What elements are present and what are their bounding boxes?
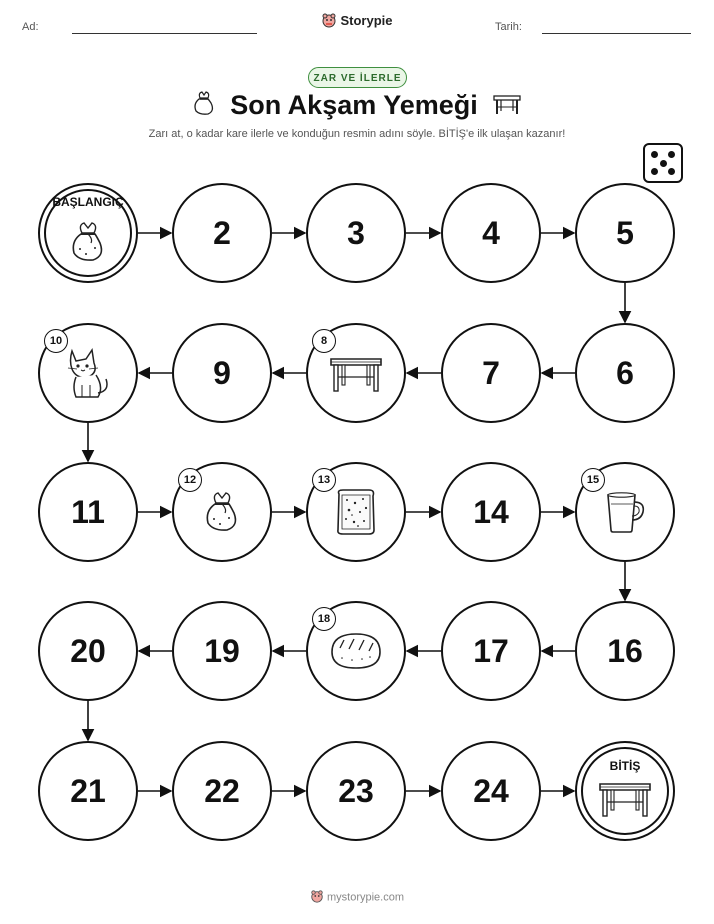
board-space-13 — [306, 462, 406, 562]
board-space-5 — [575, 183, 675, 283]
board-space-12 — [172, 462, 272, 562]
footer-logo-icon — [310, 889, 324, 906]
space-number-badge: 10 — [44, 329, 68, 353]
space-number-badge: 13 — [312, 468, 336, 492]
game-tag: ZAR VE İLERLE — [308, 67, 407, 88]
board-space-8 — [306, 323, 406, 423]
board-space-3 — [306, 183, 406, 283]
space-number: 19 — [204, 632, 240, 669]
title-text: Son Akşam Yemeği — [230, 90, 478, 120]
space-number: 24 — [473, 772, 509, 809]
start-space — [38, 183, 138, 283]
space-number: 7 — [482, 354, 500, 391]
space-number: 21 — [70, 772, 106, 809]
footer — [0, 889, 714, 906]
board-space-17 — [441, 601, 541, 701]
space-number: 4 — [482, 214, 500, 251]
board-space-18 — [306, 601, 406, 701]
space-number: 3 — [347, 214, 365, 251]
space-number: 11 — [71, 493, 105, 530]
board-space-2 — [172, 183, 272, 283]
space-number: 5 — [616, 214, 634, 251]
space-number-badge: 15 — [581, 468, 605, 492]
board-space-23 — [306, 741, 406, 841]
board-space-20 — [38, 601, 138, 701]
board-space-10 — [38, 323, 138, 423]
board-space-7 — [441, 323, 541, 423]
board-space-15 — [575, 462, 675, 562]
board-space-19 — [172, 601, 272, 701]
board-space-11 — [38, 462, 138, 562]
board-space-21 — [38, 741, 138, 841]
space-number: 9 — [213, 354, 231, 391]
space-number-badge: 18 — [312, 607, 336, 631]
finish-label: BİTİŞ — [609, 759, 641, 773]
board-space-16 — [575, 601, 675, 701]
board-space-24 — [441, 741, 541, 841]
space-number: 16 — [607, 632, 643, 669]
space-number: 14 — [473, 493, 509, 530]
space-number: 2 — [213, 214, 231, 251]
board-space-14 — [441, 462, 541, 562]
footer-site: mystorypie.com — [326, 891, 405, 904]
start-label: BAŞLANGIÇ — [52, 195, 124, 209]
space-number-badge: 8 — [312, 329, 336, 353]
money-bag-icon — [40, 203, 136, 281]
board-space-22 — [172, 741, 272, 841]
space-number-badge: 12 — [178, 468, 202, 492]
name-label: Ad: — [22, 21, 39, 33]
instructions: Zarı at, o kadar kare ilerle ve konduğun resmin adını söyle. BİTİŞ'e ilk ulaşan kazanır! — [148, 128, 566, 140]
space-number: 23 — [338, 772, 374, 809]
space-number: 20 — [70, 632, 106, 669]
brand-name: Storypie — [340, 12, 393, 28]
board-space-4 — [441, 183, 541, 283]
space-number: 22 — [204, 772, 240, 809]
space-number: 6 — [616, 354, 634, 391]
finish-space — [575, 741, 675, 841]
space-number: 17 — [473, 632, 509, 669]
board-space-6 — [575, 323, 675, 423]
date-label: Tarih: — [495, 21, 522, 33]
board-space-9 — [172, 323, 272, 423]
